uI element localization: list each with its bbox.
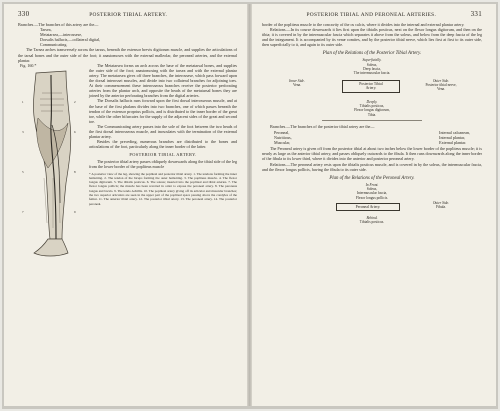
branch-item: Nutritious, xyxy=(274,135,292,141)
plan2-middle-row xyxy=(262,201,482,215)
section-title-posterior-tibial: POSTERIOR TIBIAL ARTERY. xyxy=(129,152,197,158)
right-page xyxy=(252,4,496,406)
branch-column-2 xyxy=(439,130,470,145)
plan-title-posterior-tibial: Plan of the Relations of the Posterior Tibial Artery. xyxy=(322,51,422,57)
plan1-outer-side xyxy=(412,79,470,92)
paragraph-relations: Relations.—In its course downwards it lies first upon the tibialis posticus, next on the flexor longus digitorum, and then on the tibia; it is covered in by the intermuscular fascia which separates it above from the soleus, and below from the deep fascia of the leg and the integument. It is accompanied by its venæ comites, and by the posterior tibial nerve, which lies first at first to its outer side, then superficially to it, and again to its outer side. xyxy=(262,27,482,48)
branch-item: Muscular, xyxy=(274,140,291,146)
branch-column-1 xyxy=(274,130,292,145)
plan1-deeply-item: Flexor longus digitorum, xyxy=(354,108,390,113)
page-number-left: 330 xyxy=(18,10,30,18)
plan1-center-line: Posterior Tibial xyxy=(359,81,383,86)
branch-item: Dorsalis hallucis,—collateral digital, xyxy=(40,37,101,43)
plan2-front-label: In Front. xyxy=(365,182,379,187)
svg-text:8: 8 xyxy=(74,169,76,174)
plan1-deeply-item: Tibia. xyxy=(367,112,377,117)
branch-item: Metatarsea,—interossese, xyxy=(40,32,83,38)
plan1-inner-label: Inner Side. xyxy=(289,78,305,83)
plan1-superficially-item: Deep fascia, xyxy=(363,67,381,72)
plan1-deeply-label: Deeply. xyxy=(366,99,378,104)
paragraph-relations-peroneal: Relations.—The peroneal artery rests upon the tibialis posticus muscle, and is covered in by the soleus, the intermuscular fascia, and the flexor longus pollicis, having the fibula to its outer side. xyxy=(262,161,482,172)
plan2-behind-item: Tibialis posticus. xyxy=(359,220,385,225)
book-spread xyxy=(2,2,498,409)
plan1-inner-item: Vena. xyxy=(292,82,302,87)
running-head-left xyxy=(18,10,237,18)
plan-title-peroneal: Plan of the Relations of the Peroneal Artery. xyxy=(329,175,415,181)
branch-item: Peroneal, xyxy=(274,129,290,135)
svg-text:7: 7 xyxy=(22,209,24,214)
plan1-deeply xyxy=(262,100,482,117)
plan1-inner-side xyxy=(268,79,326,88)
branches-intro-left: Branches.—The branches of this artery are the— xyxy=(18,22,99,27)
svg-text:6: 6 xyxy=(74,129,76,134)
plan2-front xyxy=(262,183,482,200)
figure-leg-illustration xyxy=(18,63,84,263)
plan1-outer-label: Outer Side. xyxy=(432,78,450,83)
running-head-title-right: POSTERIOR TIBIAL AND PERONEAL ARTERIES. xyxy=(306,12,437,18)
plan2-behind xyxy=(262,216,482,225)
plan1-superficially-label: Superficially. xyxy=(362,58,382,63)
paragraph-border: border of the popliteus muscle to the concavity of the os calcis, where it divides into the internal and external plantar artery. xyxy=(262,22,465,27)
plan1-outer-item: Vena. xyxy=(436,87,446,92)
plan1-superficially-item: The intermuscular fascia. xyxy=(353,71,391,76)
running-head-right xyxy=(262,10,482,18)
plan1-superficially-item: Soleus, xyxy=(366,62,378,67)
footnote-figure: * A posterior view of the leg, showing the popliteal and posterior tibial artery. 1. The tendons forming the inner hamstring. 2. The tendon of the biceps forming the outer hamstring. 3. The popliteus muscle. 4. The flexor longus digitorum. 5. The tibialis posticus. 6. The soleus; inserted into the popliteal and tibial arteries. 7. The flexor longus pollicis; the muscle has been reverted in order to expose the peroneal artery. 8. The peroneus longus and brevis. 9. The tendo Achillis. 10. The popliteal artery giving off its articular and muscular branches; the two superior articulars are seen in the upper part of the popliteal space passing above the condyles of the femur. 11. The anterior tibial artery. 12. The posterior tibial artery. 13. The peroneal artery. 14. The posterior peroneal. xyxy=(89,171,237,206)
plan2-outer-label: Outer Side. xyxy=(432,200,450,205)
leg-anatomy-drawing xyxy=(18,63,84,263)
page-number-right: 331 xyxy=(470,10,482,18)
svg-text:2: 2 xyxy=(74,99,76,104)
plan1-superficially xyxy=(262,58,482,75)
plan1-artery-box xyxy=(342,80,400,93)
paragraph-dorsalis-hallucis: The Dorsalis hallucis runs forward upon the first dorsal interosseous muscle, and at the base of the first phalanx divides into two branches, one of which passes beneath the tendon of the extensor proprius pollicis, and is distributed to the inner border of the great toe, while the other bifurcates for the supply of the adjacent sides of the great and second toe. xyxy=(89,98,237,124)
paragraph-tarsea: The Tarsea arches transversely across the tarsus, beneath the extensor brevis digitorum muscle, and supplies the articulations of the tarsal bones and the outer side of the foot; it anastomoses with the external malleolar, the peroneal arteries, and the external plantar. xyxy=(18,47,237,63)
branch-item: Tarsea, xyxy=(40,27,52,33)
branch-columns xyxy=(274,130,470,145)
paragraph-besides: Besides the preceding, numerous branches are distributed to the bones and articulations of the foot, particularly along the inner border of the latter. xyxy=(89,139,237,150)
paragraph-metatarsea: The Metatarsea forms an arch across the base of the metatarsal bones, and supplies the outer side of the foot; anastomosing with the tarsea and with the external plantar artery. The metatarsea gives off three branches, the interossese, which pass forward upon the dorsal interossei muscles, and divide into two collateral branches for adjoining toes. At their commencement these interosseous branches receive the posterior perforating arteries from the plantar arch, and opposite the heads of the metatarsal bones they are joined by the anterior perforating branches from the digital arteries. xyxy=(89,62,237,99)
left-page xyxy=(4,4,247,406)
branches-intro-right: Branches.—The branches of the posterior tibial artery are the— xyxy=(270,123,375,129)
branch-list-left xyxy=(18,27,237,47)
paragraph-peroneal: The Peroneal artery is given off from the posterior tibial at about two inches below the lower border of the popliteus muscle; it is nearly as large as the anterior tibial artery, and passes obliquely outwards to the fibula. It then runs downwards along the inner border of the fibula to its lower third, where it divides into the anterior and posterior peroneal artery. xyxy=(262,146,482,162)
plan2-outer-side xyxy=(412,201,470,210)
plan2-artery-box xyxy=(336,203,400,212)
plan1-deeply-item: Tibialis posticus, xyxy=(359,103,385,108)
branch-item: Internal plantar, xyxy=(439,135,466,141)
plan1-center-line: Artery. xyxy=(365,86,377,91)
plan2-front-item: Soleus, xyxy=(366,186,378,191)
paragraph-posterior-tibial: The posterior tibial artery passes obliquely downwards along the tibial side of the leg from the lower border of the popliteus muscle xyxy=(89,159,237,170)
plan2-behind-label: Behind. xyxy=(366,215,378,220)
running-head-title-left: POSTERIOR TIBIAL ARTERY. xyxy=(89,12,168,18)
branch-item: Communicating. xyxy=(40,42,68,48)
plan2-outer-item: Fibula. xyxy=(435,205,447,210)
divider-rule xyxy=(322,120,422,121)
plan1-middle-row xyxy=(262,77,482,99)
svg-text:9: 9 xyxy=(74,209,76,214)
branch-item: External plantar. xyxy=(439,140,467,146)
branch-item: Internal calcanean, xyxy=(439,129,470,135)
svg-text:5: 5 xyxy=(22,169,24,174)
plan1-outer-item: Posterior tibial nerve, xyxy=(425,82,457,87)
svg-text:1: 1 xyxy=(22,99,24,104)
plan2-center-line: Peroneal Artery. xyxy=(355,204,381,209)
plan2-front-item: Flexor longus pollicis. xyxy=(355,195,389,200)
paragraph-communicating: The Communicating artery passes into the sole of the foot between the two heads of the first dorsal interosseous muscle, and inosculates with the termination of the external plantar artery. xyxy=(89,123,237,140)
plan2-front-item: Intermuscular fascia, xyxy=(356,191,388,196)
svg-text:3: 3 xyxy=(22,129,24,134)
figure-label: Fig. 160.* xyxy=(20,62,37,68)
